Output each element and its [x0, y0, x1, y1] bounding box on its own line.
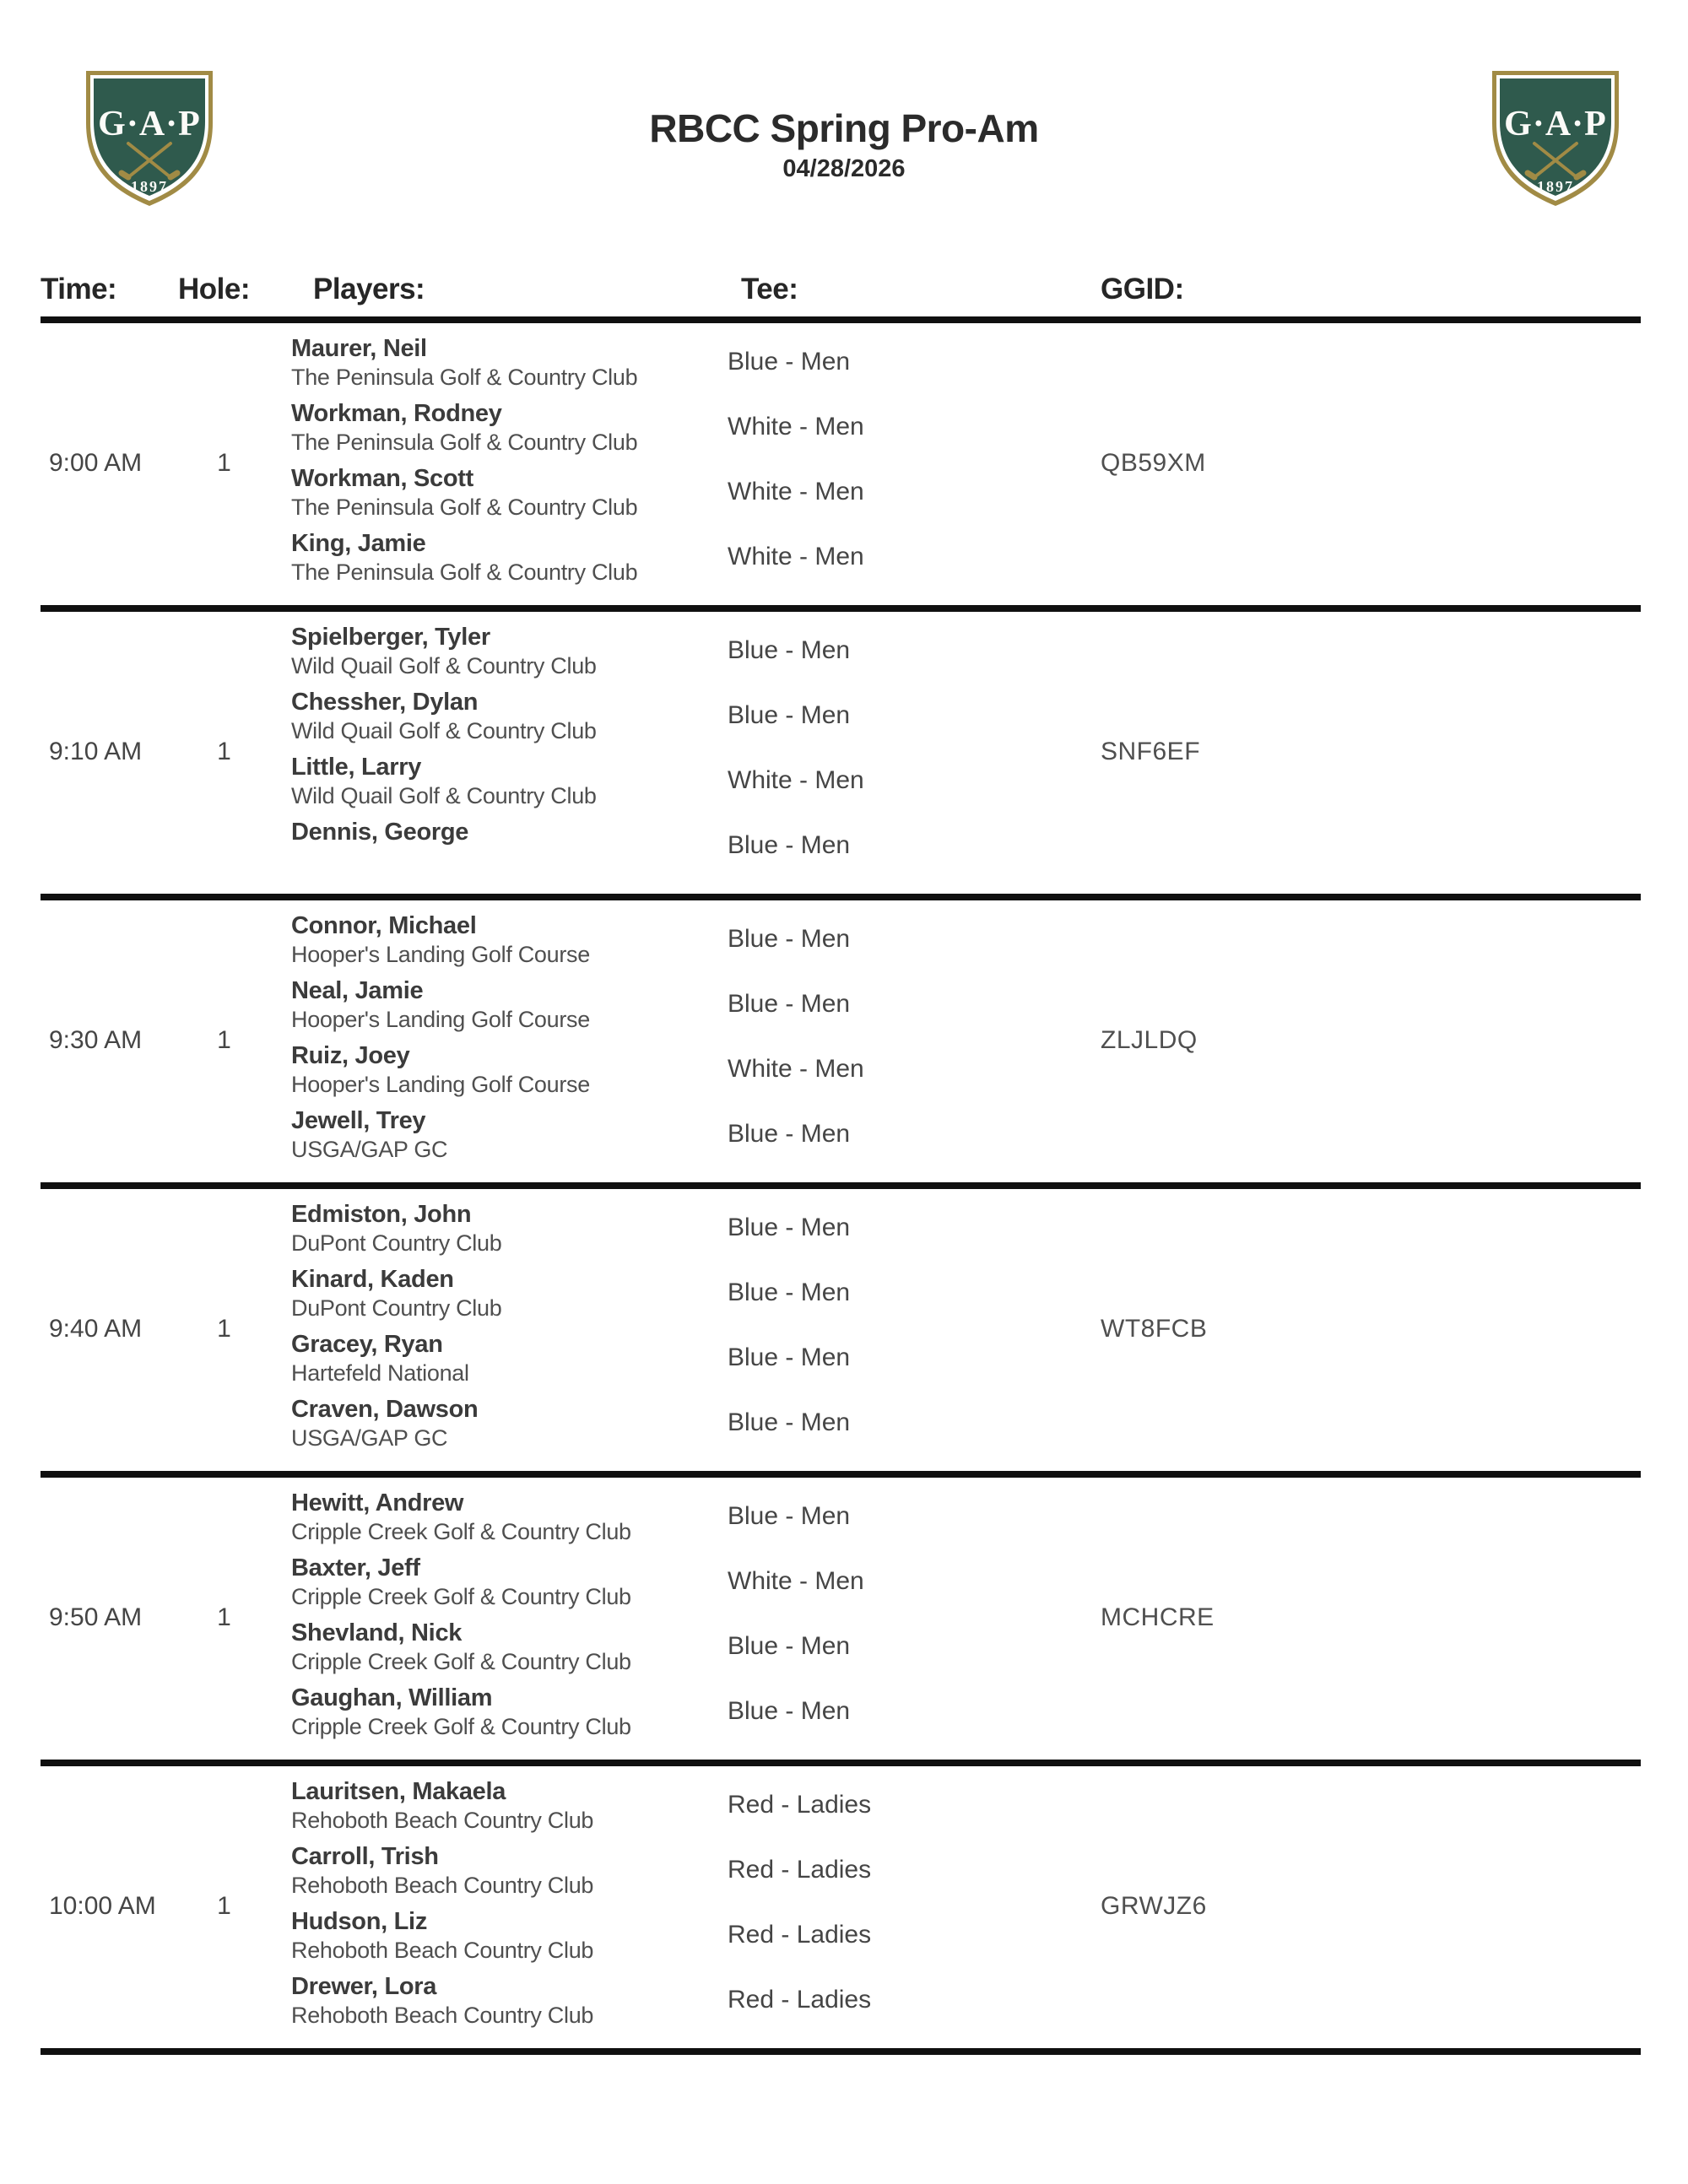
gap-logo-text: G·A·P — [1504, 105, 1607, 143]
player-info — [291, 976, 728, 1034]
starting-hole: 1 — [217, 448, 231, 477]
player-row — [291, 1553, 1101, 1611]
player-name: Ruiz, Joey — [291, 1041, 410, 1069]
gap-logo-right — [1489, 68, 1622, 209]
tee-time-group — [41, 323, 1641, 605]
column-header-ggid: GGID: — [1101, 272, 1184, 305]
player-tee: Red - Ladies — [728, 1791, 872, 1819]
player-name: Little, Larry — [291, 753, 422, 781]
player-club: Rehoboth Beach Country Club — [291, 2002, 594, 2028]
player-name: Baxter, Jeff — [291, 1554, 420, 1581]
player-name: Lauritsen, Makaela — [291, 1777, 506, 1805]
player-row — [291, 1329, 1101, 1387]
player-club: Hooper's Landing Golf Course — [291, 1006, 590, 1032]
player-club: Cripple Creek Golf & Country Club — [291, 1583, 631, 1609]
player-tee: Blue - Men — [728, 1632, 851, 1661]
table-header-row — [41, 271, 1641, 323]
player-info — [291, 1488, 728, 1546]
player-rows — [291, 1199, 1101, 1459]
player-name: Hudson, Liz — [291, 1907, 428, 1935]
player-tee: Blue - Men — [728, 348, 851, 376]
player-row — [291, 463, 1101, 522]
starting-hole: 1 — [217, 1603, 231, 1631]
player-rows — [291, 1488, 1101, 1748]
ggid-code: GRWJZ6 — [1101, 1891, 1207, 1920]
player-rows — [291, 911, 1101, 1170]
tee-time-group — [41, 1760, 1641, 2048]
player-row — [291, 528, 1101, 587]
column-header-tee: Tee: — [741, 272, 798, 305]
player-tee: Blue - Men — [728, 1343, 851, 1372]
player-club: USGA/GAP GC — [291, 1424, 448, 1451]
player-info — [291, 817, 728, 875]
player-tee: Blue - Men — [728, 1502, 851, 1531]
tee-time: 9:30 AM — [49, 1025, 143, 1054]
player-club: Cripple Creek Golf & Country Club — [291, 1648, 631, 1674]
player-club: DuPont Country Club — [291, 1295, 502, 1321]
player-row — [291, 687, 1101, 745]
gap-logo-year: 1897 — [131, 178, 168, 195]
player-info — [291, 1971, 728, 2030]
player-tee: Blue - Men — [728, 1214, 851, 1242]
player-info — [291, 1329, 728, 1387]
player-row — [291, 911, 1101, 969]
player-info — [291, 1394, 728, 1452]
tee-time: 9:00 AM — [49, 448, 143, 477]
player-row — [291, 752, 1101, 810]
player-row — [291, 333, 1101, 392]
player-name: Hewitt, Andrew — [291, 1489, 464, 1516]
starting-hole: 1 — [217, 1314, 231, 1343]
player-rows — [291, 622, 1101, 882]
player-name: Workman, Rodney — [291, 399, 502, 427]
ggid-code: QB59XM — [1101, 448, 1206, 477]
player-info — [291, 1841, 728, 1900]
player-club: The Peninsula Golf & Country Club — [291, 559, 638, 585]
player-name: Kinard, Kaden — [291, 1265, 454, 1293]
player-info — [291, 1776, 728, 1835]
player-row — [291, 1488, 1101, 1546]
group-list — [41, 323, 1641, 2048]
player-row — [291, 398, 1101, 457]
player-row — [291, 1841, 1101, 1900]
table-bottom-rule — [41, 2048, 1641, 2055]
player-tee: White - Men — [728, 543, 864, 571]
starting-hole: 1 — [217, 1891, 231, 1920]
player-row — [291, 976, 1101, 1034]
player-name: Neal, Jamie — [291, 976, 424, 1004]
player-name: Connor, Michael — [291, 911, 477, 939]
player-club: Wild Quail Golf & Country Club — [291, 652, 597, 678]
player-club: The Peninsula Golf & Country Club — [291, 429, 638, 455]
player-name: Maurer, Neil — [291, 334, 427, 362]
starting-hole: 1 — [217, 1025, 231, 1054]
player-info — [291, 1553, 728, 1611]
player-name: Edmiston, John — [291, 1200, 472, 1228]
player-row — [291, 1394, 1101, 1452]
player-name: Drewer, Lora — [291, 1972, 437, 2000]
player-name: Chessher, Dylan — [291, 688, 479, 716]
player-info — [291, 687, 728, 745]
player-info — [291, 398, 728, 457]
player-info — [291, 1618, 728, 1676]
player-row — [291, 1264, 1101, 1322]
player-row — [291, 1199, 1101, 1257]
player-row — [291, 1906, 1101, 1965]
player-tee: White - Men — [728, 478, 864, 506]
player-info — [291, 528, 728, 587]
tee-time-group — [41, 1182, 1641, 1471]
player-tee: Blue - Men — [728, 1408, 851, 1437]
player-info — [291, 463, 728, 522]
player-name: Gaughan, William — [291, 1684, 493, 1711]
player-info — [291, 752, 728, 810]
ggid-code: ZLJLDQ — [1101, 1025, 1198, 1054]
player-tee: White - Men — [728, 766, 864, 795]
player-tee: Blue - Men — [728, 1279, 851, 1307]
header — [0, 0, 1688, 184]
player-tee: Blue - Men — [728, 1697, 851, 1726]
player-club: Cripple Creek Golf & Country Club — [291, 1713, 631, 1739]
tee-time-group — [41, 1471, 1641, 1760]
player-tee: Blue - Men — [728, 831, 851, 860]
player-rows — [291, 333, 1101, 593]
tee-time: 9:10 AM — [49, 737, 143, 765]
player-name: Dennis, George — [291, 818, 469, 846]
tee-sheet-table — [41, 271, 1641, 2055]
player-info — [291, 1041, 728, 1099]
player-name: Jewell, Trey — [291, 1106, 426, 1134]
player-club — [291, 847, 728, 875]
gap-logo-year: 1897 — [1537, 178, 1574, 195]
player-row — [291, 1106, 1101, 1164]
player-name: Carroll, Trish — [291, 1842, 439, 1870]
player-tee: White - Men — [728, 1055, 864, 1084]
ggid-code: WT8FCB — [1101, 1314, 1208, 1343]
ggid-code: MCHCRE — [1101, 1603, 1215, 1631]
player-club: DuPont Country Club — [291, 1230, 502, 1256]
player-info — [291, 1683, 728, 1741]
player-tee: White - Men — [728, 1567, 864, 1596]
player-info — [291, 1264, 728, 1322]
player-row — [291, 622, 1101, 680]
page-title: RBCC Spring Pro-Am — [649, 106, 1039, 150]
player-club: Rehoboth Beach Country Club — [291, 1872, 594, 1898]
player-club: USGA/GAP GC — [291, 1136, 448, 1162]
player-row — [291, 1618, 1101, 1676]
player-row — [291, 817, 1101, 875]
starting-hole: 1 — [217, 737, 231, 765]
player-tee: White - Men — [728, 413, 864, 441]
tee-time-group — [41, 894, 1641, 1182]
column-header-hole: Hole: — [178, 272, 250, 305]
player-name: Workman, Scott — [291, 464, 474, 492]
player-name: Spielberger, Tyler — [291, 623, 490, 651]
player-row — [291, 1971, 1101, 2030]
player-name: Shevland, Nick — [291, 1619, 463, 1646]
player-club: Hartefeld National — [291, 1360, 469, 1386]
player-name: King, Jamie — [291, 529, 426, 557]
player-club: Hooper's Landing Golf Course — [291, 1071, 590, 1097]
player-club: Wild Quail Golf & Country Club — [291, 717, 597, 743]
player-tee: Red - Ladies — [728, 1986, 872, 2014]
player-row — [291, 1041, 1101, 1099]
tee-time: 9:50 AM — [49, 1603, 143, 1631]
player-info — [291, 1106, 728, 1164]
player-info — [291, 911, 728, 969]
tee-time: 9:40 AM — [49, 1314, 143, 1343]
player-info — [291, 333, 728, 392]
player-tee: Red - Ladies — [728, 1921, 872, 1949]
player-club: The Peninsula Golf & Country Club — [291, 494, 638, 520]
tee-time: 10:00 AM — [49, 1891, 156, 1920]
ggid-code: SNF6EF — [1101, 737, 1201, 765]
gap-logo-text: G·A·P — [98, 105, 201, 143]
player-club: Hooper's Landing Golf Course — [291, 941, 590, 967]
player-name: Craven, Dawson — [291, 1395, 479, 1423]
event-date: 04/28/2026 — [782, 154, 906, 182]
player-club: Rehoboth Beach Country Club — [291, 1807, 594, 1833]
player-tee: Blue - Men — [728, 701, 851, 730]
player-info — [291, 622, 728, 680]
player-tee: Blue - Men — [728, 636, 851, 665]
player-club: Wild Quail Golf & Country Club — [291, 782, 597, 808]
player-tee: Red - Ladies — [728, 1856, 872, 1884]
player-club: Cripple Creek Golf & Country Club — [291, 1518, 631, 1544]
player-info — [291, 1906, 728, 1965]
player-tee: Blue - Men — [728, 1120, 851, 1149]
player-row — [291, 1776, 1101, 1835]
player-tee: Blue - Men — [728, 990, 851, 1019]
player-club: The Peninsula Golf & Country Club — [291, 364, 638, 390]
player-rows — [291, 1776, 1101, 2036]
column-header-players: Players: — [313, 272, 425, 305]
player-row — [291, 1683, 1101, 1741]
player-club: Rehoboth Beach Country Club — [291, 1937, 594, 1963]
column-header-time: Time: — [41, 272, 117, 305]
tee-time-group — [41, 605, 1641, 894]
player-name: Gracey, Ryan — [291, 1330, 443, 1358]
player-info — [291, 1199, 728, 1257]
player-tee: Blue - Men — [728, 925, 851, 954]
gap-logo-left — [83, 68, 216, 209]
